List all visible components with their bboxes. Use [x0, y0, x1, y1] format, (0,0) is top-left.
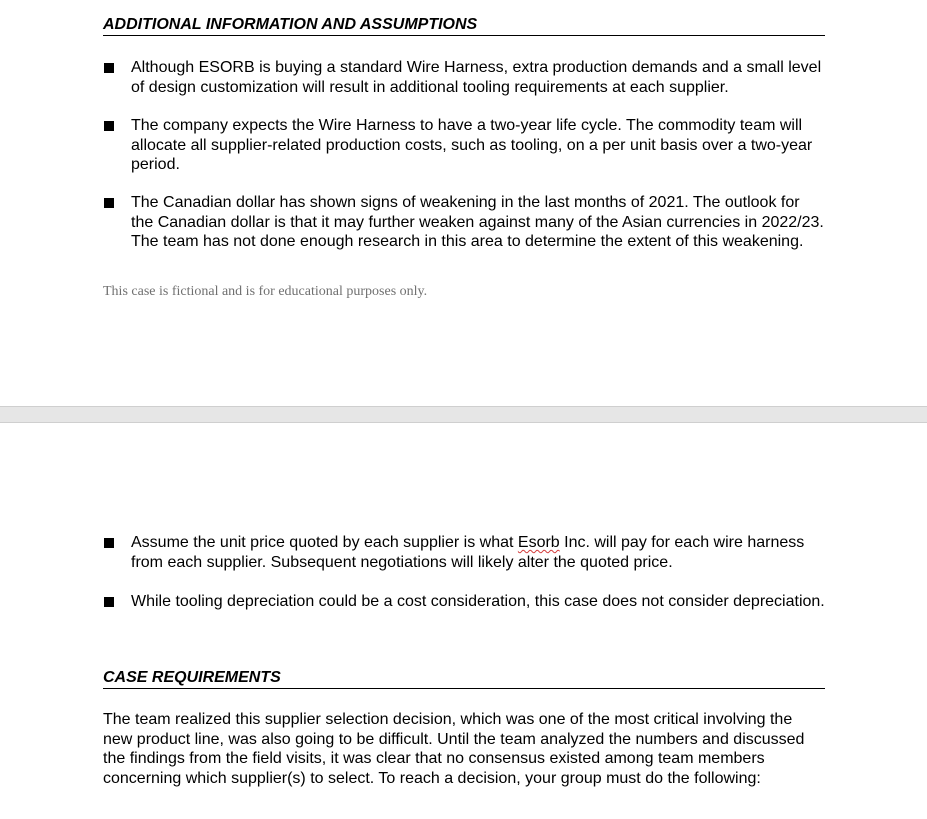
section-heading-case-requirements: CASE REQUIREMENTS [103, 669, 825, 689]
bullet-text: The Canadian dollar has shown signs of weakening in the last months of 2021. The outlook for the Canadian dollar is that it may further weaken against many of the Asian currencies in 2022/23. The team has not done enough research in this area to determine the extent of this weakening. [131, 194, 824, 251]
bullet-text: While tooling depreciation could be a cost consideration, this case does not consider depreciation. [131, 593, 825, 610]
bullet-square-icon [104, 121, 114, 131]
bullet-square-icon [104, 597, 114, 607]
spellcheck-flagged-word[interactable]: Esorb [517, 534, 560, 551]
bullet-text: The company expects the Wire Harness to have a two-year life cycle. The commodity team will allocate all supplier-related production costs, such as tooling, on a per unit basis over a two-year period. [131, 117, 813, 174]
bullet-square-icon [104, 63, 114, 73]
bullet-square-icon [104, 198, 114, 208]
document-page-1 [0, 0, 927, 406]
footnote: This case is fictional and is for educational purposes only. [103, 284, 428, 299]
bullet-text: Assume the unit price quoted by each supplier is what Esorb Inc. will pay for each wire harness from each supplier. Subsequent negotiations will likely alter the quoted price. [131, 534, 805, 571]
page-break-gap [0, 406, 927, 423]
bullet-square-icon [104, 538, 114, 548]
requirements-paragraph: The team realized this supplier selection decision, which was one of the most critical involving the new product line, was also going to be difficult. Until the team analyzed the numbers and discussed the findings from the field visits, it was clear that no consensus existed among team members concerning which supplier(s) to select. To reach a decision, your group must do the following: [103, 711, 805, 787]
bullet-text: Although ESORB is buying a standard Wire Harness, extra production demands and a small level of design customization will result in additional tooling requirements at each supplier. [131, 59, 822, 96]
section-heading-assumptions: ADDITIONAL INFORMATION AND ASSUMPTIONS [103, 16, 825, 36]
document-page-2 [0, 423, 927, 819]
